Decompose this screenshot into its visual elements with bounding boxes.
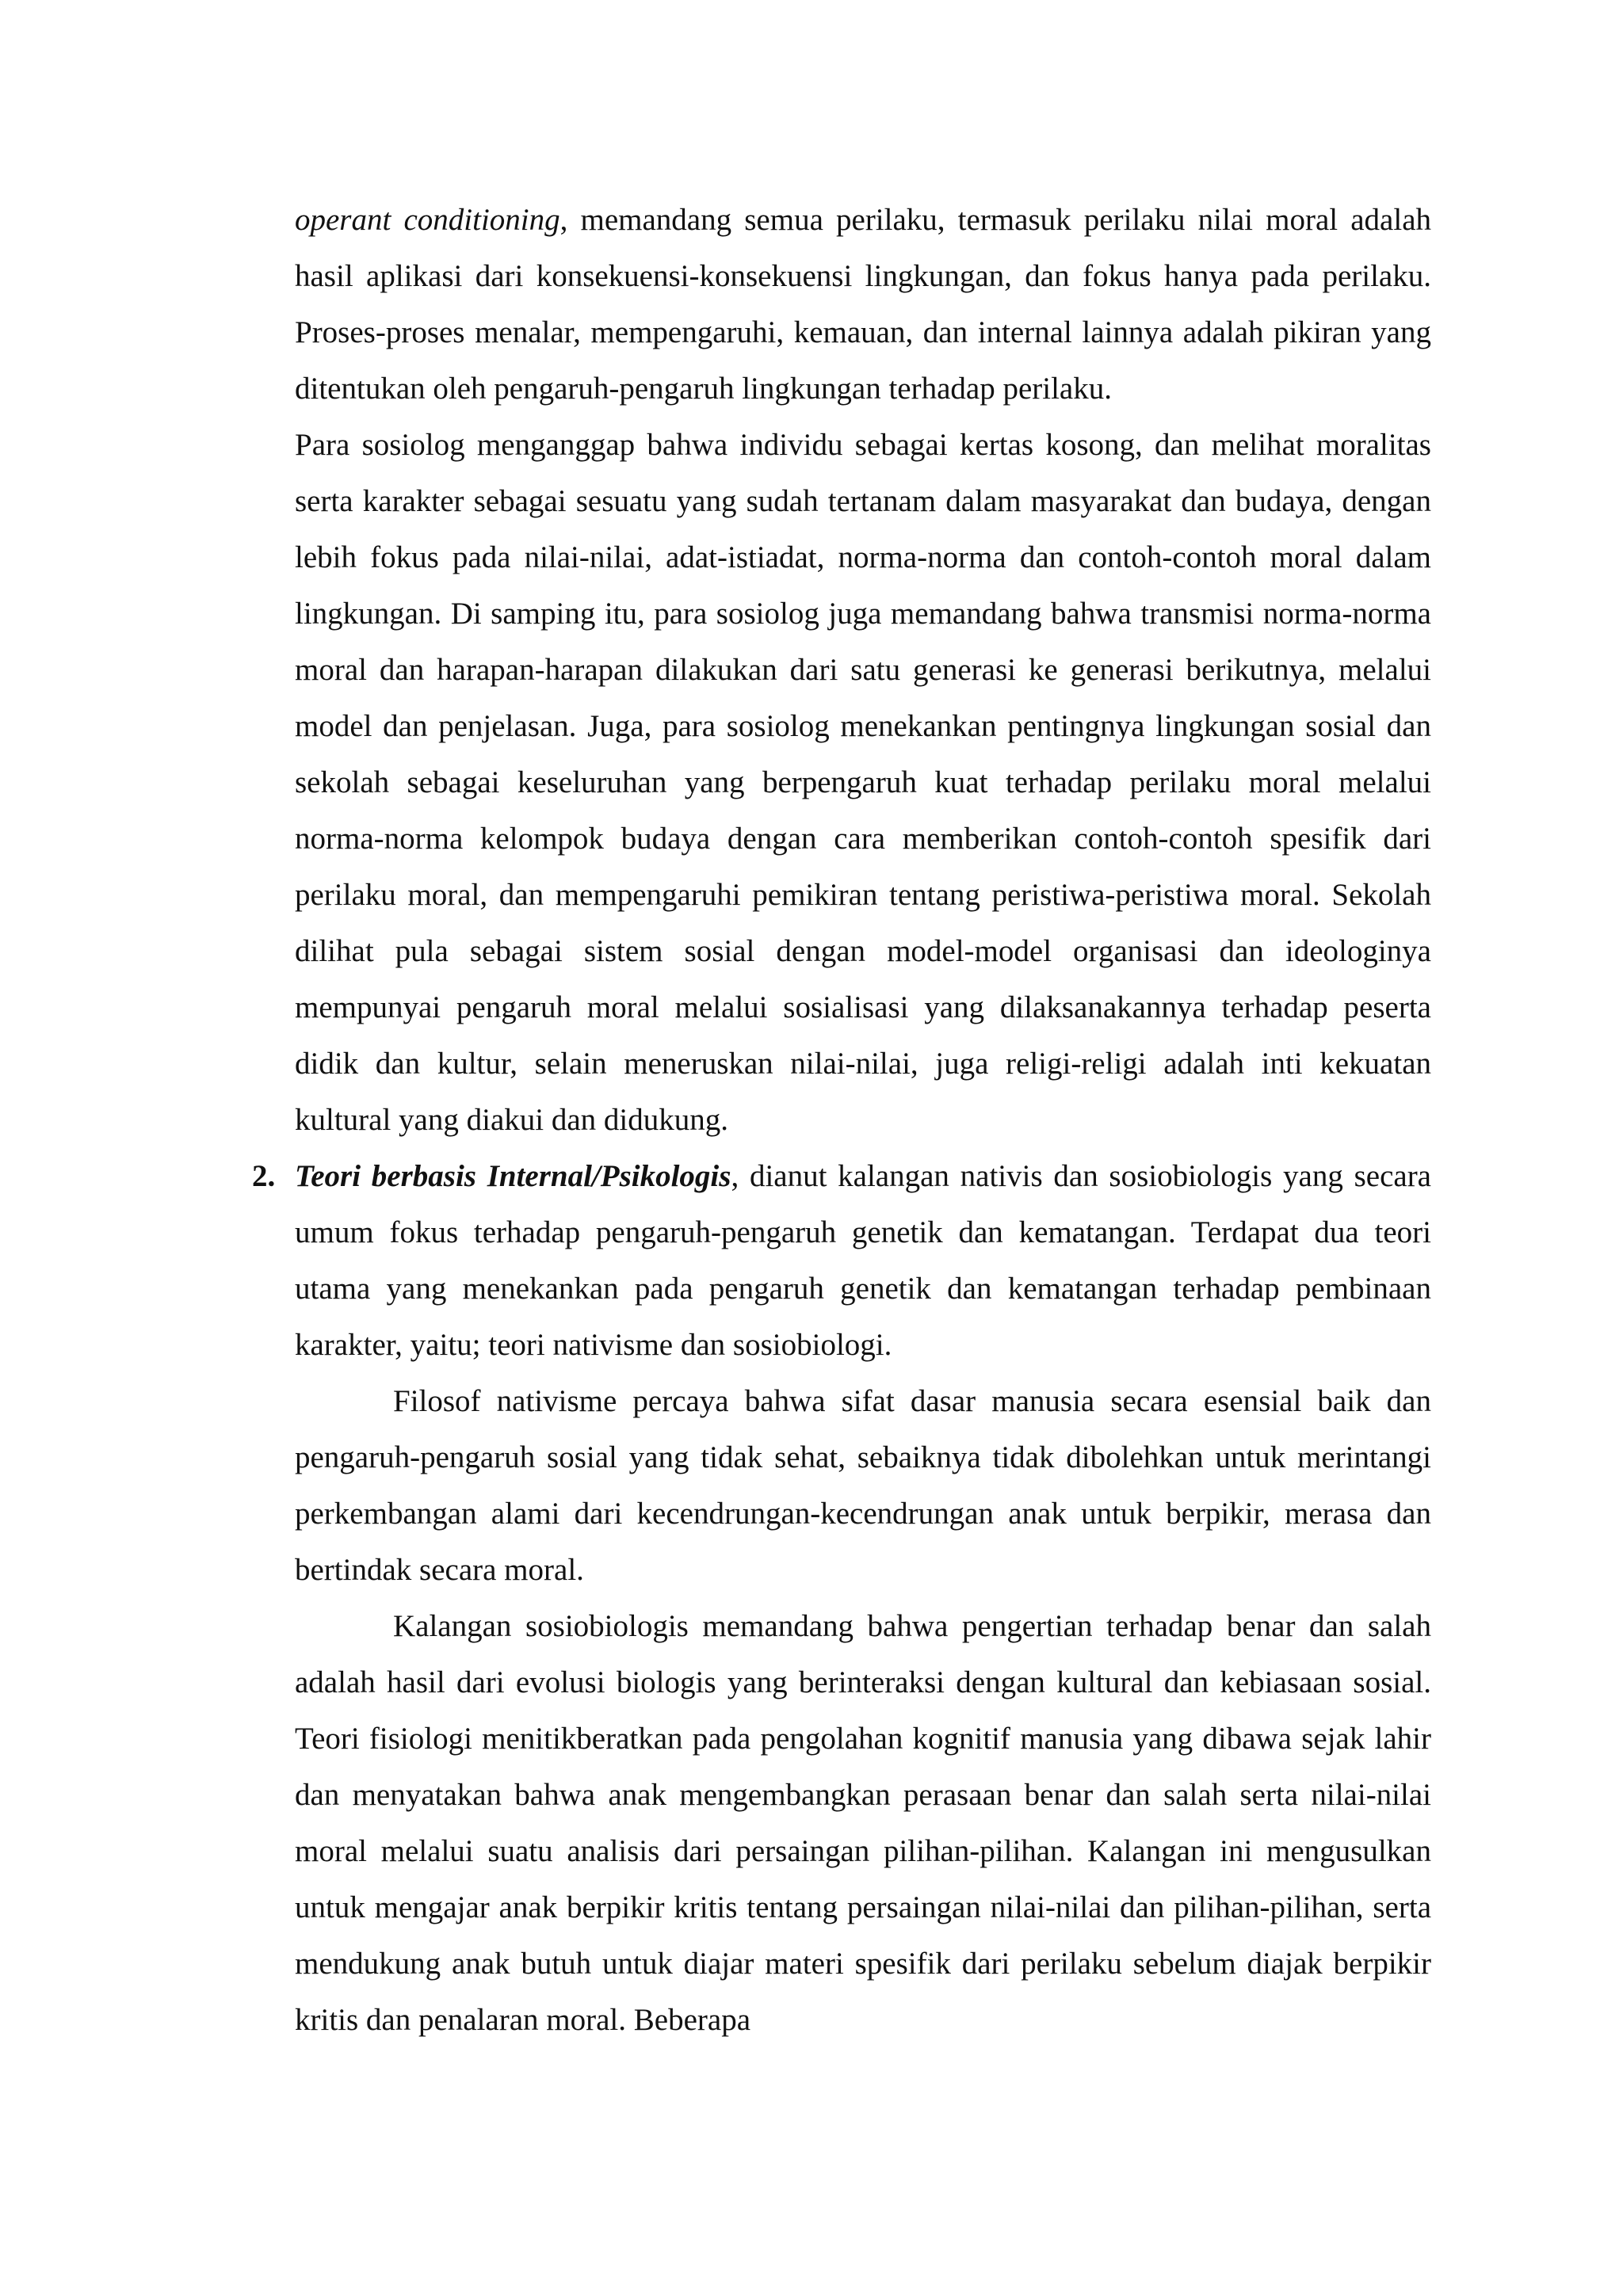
- body-text: [252, 192, 1432, 2048]
- paragraph-text: Para sosiolog menganggap bahwa individu sebagai kertas kosong, dan melihat moralitas serta karakter sebagai sesuatu yang sudah tertanam dalam masyarakat dan budaya, dengan lebih fokus pada nilai-nilai, adat-istiadat, norma-norma dan contoh-contoh moral dalam lingkungan. Di samping itu, para sosiolog juga memandang bahwa transmisi norma-norma moral dan harapan-harapan dilakukan dari satu generasi ke generasi berikutnya, melalui model dan penjelasan. Juga, para sosiolog menekankan pentingnya lingkungan sosial dan sekolah sebagai keseluruhan yang berpengaruh kuat terhadap perilaku moral melalui norma-norma kelompok budaya dengan cara memberikan contoh-contoh spesifik dari perilaku moral, dan mempengaruhi pemikiran tentang peristiwa-peristiwa moral. Sekolah dilihat pula sebagai sistem sosial dengan model-model organisasi dan ideologinya mempunyai pengaruh moral melalui sosialisasi yang dilaksanakannya terhadap peserta didik dan kultur, selain meneruskan nilai-nilai, juga religi-religi adalah inti kekuatan kultural yang diakui dan didukung.: [295, 428, 1431, 1137]
- italic-term: operant conditioning: [295, 203, 560, 237]
- paragraph-sosiolog: [295, 417, 1431, 1148]
- paragraph-sosiobiologis: [295, 1598, 1431, 2048]
- list-item-2: [252, 1148, 1431, 1373]
- paragraph-operant-conditioning: [295, 192, 1431, 417]
- paragraph-text: Filosof nativisme percaya bahwa sifat dasar manusia secara esensial baik dan pengaruh-pengaruh sosial yang tidak sehat, sebaiknya tidak dibolehkan untuk merintangi perkembangan alami dari kecendrungan-kecendrungan anak untuk berpikir, merasa dan bertindak secara moral.: [295, 1384, 1431, 1587]
- paragraph-text: , memandang semua perilaku, termasuk perilaku nilai moral adalah hasil aplikasi dari konsekuensi-konsekuensi lingkungan, dan fokus hanya pada perilaku. Proses-proses menalar, mempengaruhi, kemauan, dan internal lainnya adalah pikiran yang ditentukan oleh pengaruh-pengaruh lingkungan terhadap perilaku.: [295, 203, 1432, 406]
- list-number: 2.: [252, 1159, 276, 1193]
- paragraph-text: Kalangan sosiobiologis memandang bahwa pengertian terhadap benar dan salah adalah hasil dari evolusi biologis yang berinteraksi dengan kultural dan kebiasaan sosial. Teori fisiologi menitikberatkan pada pengolahan kognitif manusia yang dibawa sejak lahir dan menyatakan bahwa anak mengembangkan perasaan benar dan salah serta nilai-nilai moral melalui suatu analisis dari persaingan pilihan-pilihan. Kalangan ini mengusulkan untuk mengajar anak berpikir kritis tentang persaingan nilai-nilai dan pilihan-pilihan, serta mendukung anak butuh untuk diajar materi spesifik dari perilaku sebelum diajak berpikir kritis dan penalaran moral. Beberapa: [295, 1609, 1431, 2037]
- list-item-text: , dianut kalangan nativis dan sosiobiologis yang secara umum fokus terhadap pengaruh-pengaruh genetik dan kematangan. Terdapat dua teori utama yang menekankan pada pengaruh genetik dan kematangan terhadap pembinaan karakter, yaitu; teori nativisme dan sosiobiologi.: [295, 1159, 1431, 1362]
- paragraph-nativisme: [295, 1373, 1431, 1598]
- list-item-title: Teori berbasis Internal/Psikologis: [295, 1159, 731, 1193]
